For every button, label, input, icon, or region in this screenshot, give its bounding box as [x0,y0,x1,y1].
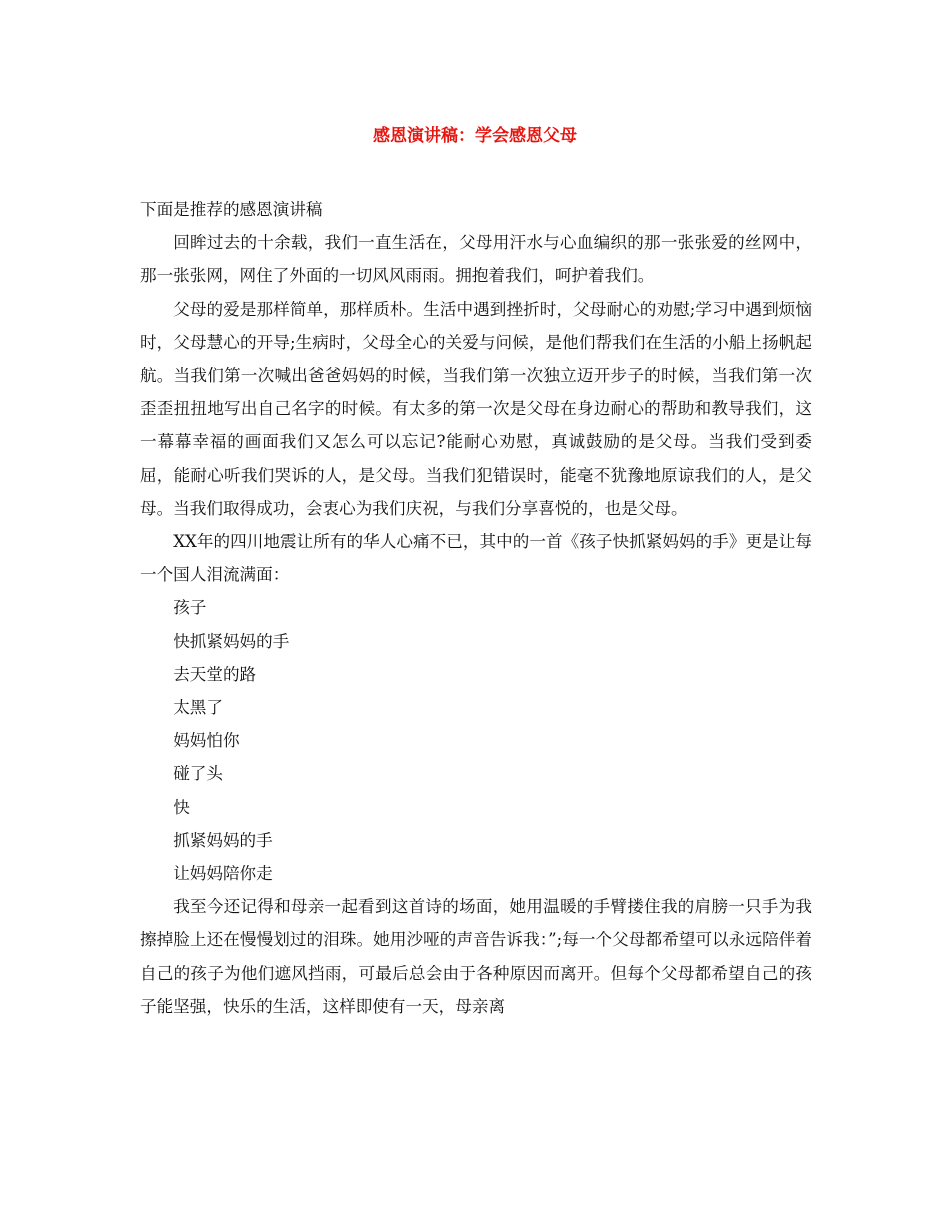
intro-line: 下面是推荐的感恩演讲稿 [140,200,323,219]
poem-line: 太黑了 [173,698,223,718]
paragraph-2: 父母的爱是那样简单，那样质朴。生活中遇到挫折时，父母耐心的劝慰;学习中遇到烦恼时，父母慧心的开导;生病时，父母全心的关爱与问候，是他们帮我们在生活的小船上扬帆起航。当我们第一次喊出爸爸妈妈的时候，当我们第一次独立迈开步子的时候，当我们第一次歪歪扭扭地写出自己名字的时候。有太多的第一次是父母在身边耐心的帮助和教导我们，这一幕幕幸福的画面我们又怎么可以忘记?能耐心劝慰，真诚鼓励的是父母。当我们受到委屈，能耐心听我们哭诉的人，是父母。当我们犯错误时，能毫不犹豫地原谅我们的人，是父母。当我们取得成功，会衷心为我们庆祝，与我们分享喜悦的，也是父母。 [140,299,812,518]
poem-line: 妈妈怕你 [173,731,240,751]
poem-line: 快 [173,797,190,817]
poem-line: 抓紧妈妈的手 [173,830,273,850]
poem-line: 孩子 [173,598,207,618]
paragraph-1: 回眸过去的十余载，我们一直生活在，父母用汗水与心血编织的那一张张爱的丝网中，那一张张网，网住了外面的一切风风雨雨。拥抱着我们，呵护着我们。 [140,233,812,286]
closing-paragraph: 我至今还记得和母亲一起看到这首诗的场面，她用温暖的手臂搂住我的肩膀一只手为我擦掉脸上还在慢慢划过的泪珠。她用沙哑的声音告诉我：”;每一个父母都希望可以永远陪伴着自己的孩子为他们遮风挡雨，可最后总会由于各种原因而离开。但每个父母都希望自己的孩子能坚强，快乐的生活，这样即使有一天，母亲离 [140,897,812,1016]
document-title: 感恩演讲稿：学会感恩父母 [373,126,577,146]
poem-line: 快抓紧妈妈的手 [173,631,290,651]
document-body [140,193,812,1023]
poem-line: 让妈妈陪你走 [173,864,273,884]
poem-line: 碰了头 [173,764,223,784]
poem-line: 去天堂的路 [173,664,257,684]
paragraph-3: XX年的四川地震让所有的华人心痛不已，其中的一首《孩子快抓紧妈妈的手》更是让每一个国人泪流满面： [140,532,812,585]
